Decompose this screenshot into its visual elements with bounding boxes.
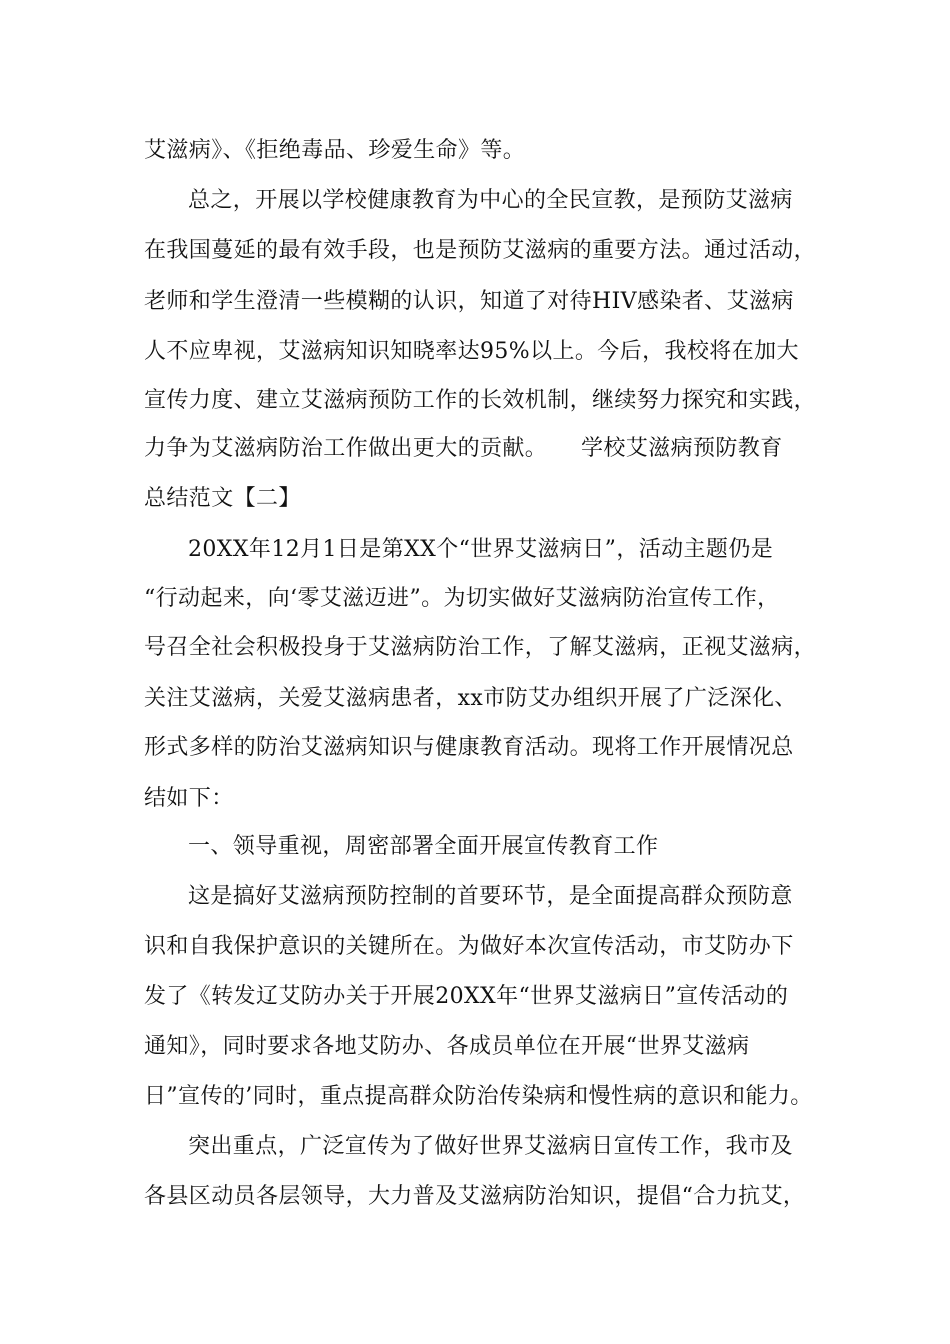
text-line: 在我国蔓延的最有效手段，也是预防艾滋病的重要方法。通过活动， — [144, 238, 817, 263]
text-line: 突出重点，广泛宣传为了做好世界艾滋病日宣传工作，我市及 — [188, 1134, 793, 1159]
text-line: 发了《转发辽艾防办关于开展20XX年“世界艾滋病日”宣传活动的 — [144, 984, 789, 1009]
text-line: 老师和学生澄清一些模糊的认识，知道了对待HIV感染者、艾滋病 — [144, 289, 794, 314]
text-line: “行动起来，向‘零艾滋迈进”。为切实做好艾滋病防治宣传工作， — [144, 586, 780, 611]
text-line: 人不应卑视，艾滋病知识知晓率达95%以上。今后，我校将在加大 — [144, 339, 799, 364]
text-line: 总结范文【二】 — [144, 486, 301, 511]
text-line: 20XX年12月1日是第XX个“世界艾滋病日”，活动主题仍是 — [188, 537, 774, 562]
text-line: 形式多样的防治艾滋病知识与健康教育活动。现将工作开展情况总 — [144, 735, 794, 760]
text-line: 力争为艾滋病防治工作做出更大的贡献。 学校艾滋病预防教育 — [144, 436, 783, 461]
text-line: 宣传力度、建立艾滋病预防工作的长效机制，继续努力探究和实践， — [144, 388, 817, 413]
text-line: 关注艾滋病，关爱艾滋病患者，xx市防艾办组织开展了广泛深化、 — [144, 686, 797, 711]
text-line: 总之，开展以学校健康教育为中心的全民宣教，是预防艾滋病 — [188, 188, 793, 213]
text-line: 日”宣传的’同时，重点提高群众防治传染病和慢性病的意识和能力。 — [144, 1084, 813, 1109]
text-line: 结如下： — [144, 786, 234, 811]
text-line: 艾滋病》、《拒绝毒品、珍爱生命》等。 — [144, 138, 526, 163]
text-line: 通知》，同时要求各地艾防办、各成员单位在开展“世界艾滋病 — [144, 1034, 750, 1059]
text-line: 号召全社会积极投身于艾滋病防治工作，了解艾滋病，正视艾滋病， — [144, 635, 817, 660]
text-line: 识和自我保护意识的关键所在。为做好本次宣传活动，市艾防办下 — [144, 934, 794, 959]
text-line: 各县区动员各层领导，大力普及艾滋病防治知识，提倡“合力抗艾， — [144, 1184, 806, 1209]
text-line: 这是搞好艾滋病预防控制的首要环节，是全面提高群众预防意 — [188, 884, 793, 909]
section-heading: 一、领导重视，周密部署全面开展宣传教育工作 — [188, 834, 659, 859]
